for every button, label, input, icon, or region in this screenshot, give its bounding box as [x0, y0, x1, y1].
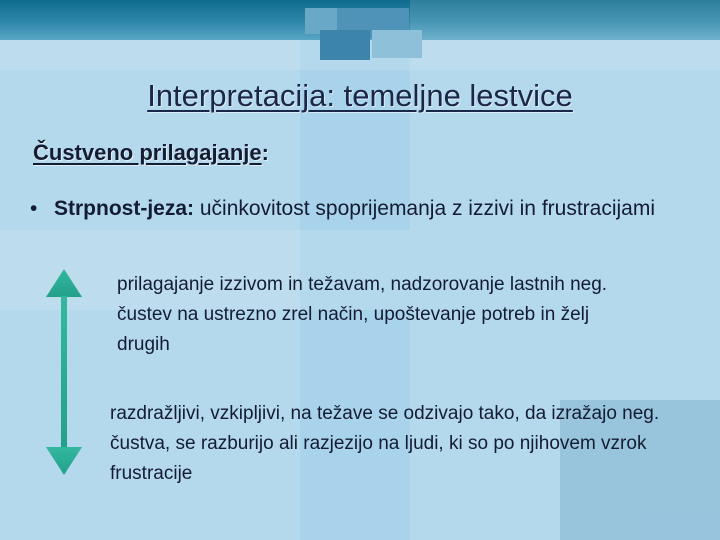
subtitle-colon: : — [261, 140, 269, 165]
section-subtitle — [33, 140, 269, 166]
bullet-description: učinkovitost spoprijemanja z izzivi in frustracijami — [194, 197, 656, 220]
subtitle-text: Čustveno prilagajanje — [33, 140, 262, 165]
double-arrow-icon — [44, 267, 84, 477]
low-score-description: razdražljivi, vzkipljivi, na težave se odzivajo tako, da izražajo neg. čustva, se razburijo ali razjezijo na ljudi, ki so po njihovem vzrok frustracije — [110, 403, 660, 484]
bullet-item — [30, 193, 690, 224]
decor-square — [320, 30, 370, 60]
bullet-marker: • — [30, 197, 38, 220]
high-score-description: prilagajanje izzivom in težavam, nadzorovanje lastnih neg. čustev na ustrezno zrel način, upoštevanje potreb in želj drugih — [117, 274, 608, 355]
decor-square — [372, 30, 422, 58]
bullet-term: Strpnost-jeza: — [54, 197, 195, 220]
slide-title: Interpretacija: temeljne lestvice — [147, 78, 573, 113]
bullet-text — [30, 193, 690, 224]
